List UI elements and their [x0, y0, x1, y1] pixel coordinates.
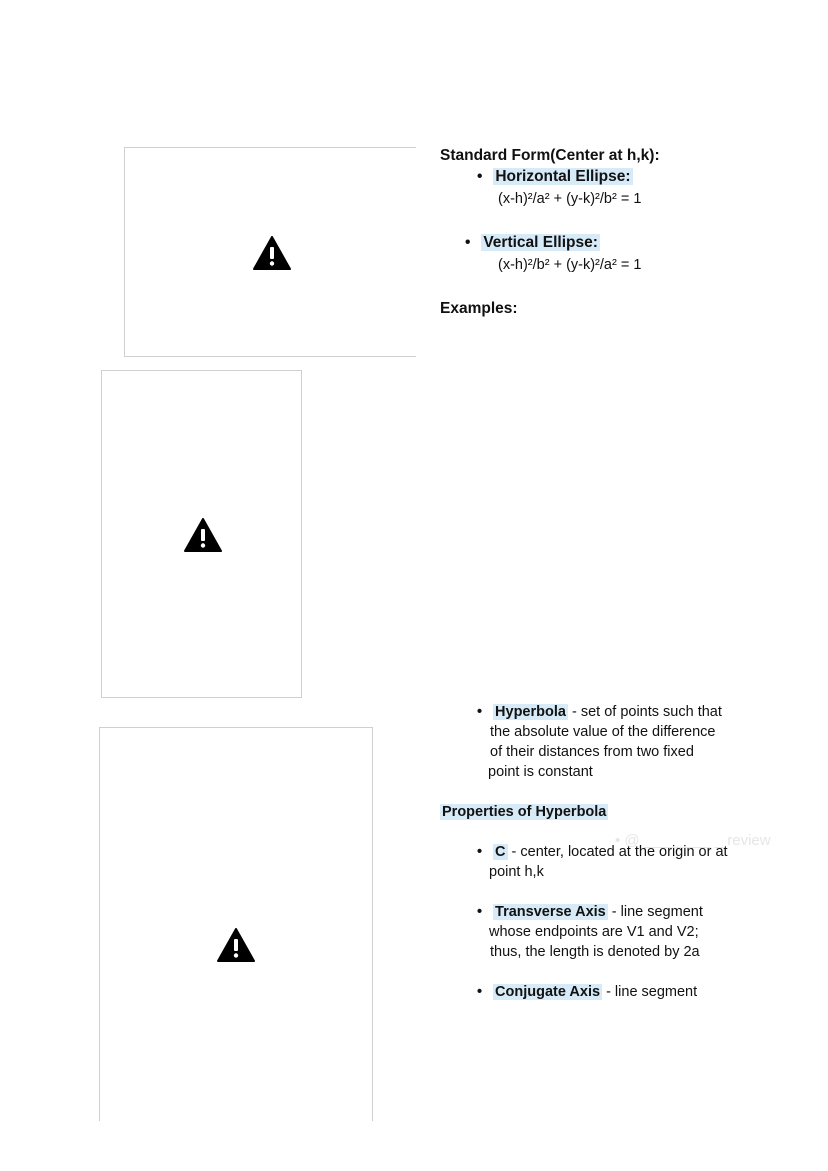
- property-center-line-2: point h,k: [489, 864, 544, 880]
- hyperbola-def-line-1: - set of points such that: [567, 704, 722, 720]
- properties-heading-text: Properties of Hyperbola: [442, 804, 607, 820]
- hyperbola-def-line-3: of their distances from two fixed: [490, 744, 694, 760]
- properties-heading: [440, 802, 608, 822]
- property-transverse-axis: [477, 902, 703, 922]
- horizontal-ellipse-item: [477, 167, 633, 187]
- property-transverse-line-1: - line segment: [607, 904, 703, 920]
- watermark: • @ ________ _ review: [615, 832, 771, 849]
- horizontal-ellipse-formula: (x-h)²/a² + (y-k)²/b² = 1: [498, 191, 642, 207]
- warning-triangle-icon: [217, 928, 255, 962]
- property-transverse-axis-term: Transverse Axis: [495, 904, 606, 920]
- vertical-ellipse-formula: (x-h)²/b² + (y-k)²/a² = 1: [498, 257, 642, 273]
- hyperbola-definition: [477, 702, 722, 722]
- broken-image-2: [101, 370, 302, 698]
- warning-triangle-icon: [253, 236, 291, 270]
- vertical-ellipse-term: Vertical Ellipse:: [483, 234, 598, 251]
- property-conjugate-axis: [477, 982, 697, 1002]
- property-center-term: C: [495, 844, 506, 860]
- standard-form-heading: Standard Form(Center at h,k):: [440, 147, 660, 164]
- property-center: [477, 842, 728, 862]
- hyperbola-def-line-2: the absolute value of the difference: [490, 724, 716, 740]
- warning-triangle-icon: [184, 518, 222, 552]
- property-conjugate-line-1: - line segment: [602, 984, 698, 1000]
- property-transverse-line-2: whose endpoints are V1 and V2;: [489, 924, 699, 940]
- examples-heading: Examples:: [440, 300, 518, 317]
- broken-image-1: [124, 147, 416, 357]
- vertical-ellipse-item: [465, 233, 600, 253]
- property-center-line-1: - center, located at the origin or at: [507, 844, 728, 860]
- horizontal-ellipse-term: Horizontal Ellipse:: [495, 168, 631, 185]
- hyperbola-def-line-4: point is constant: [488, 764, 593, 780]
- broken-image-3: [99, 727, 373, 1121]
- property-conjugate-axis-term: Conjugate Axis: [495, 984, 601, 1000]
- property-transverse-line-3: thus, the length is denoted by 2a: [490, 944, 700, 960]
- hyperbola-term: Hyperbola: [495, 704, 566, 720]
